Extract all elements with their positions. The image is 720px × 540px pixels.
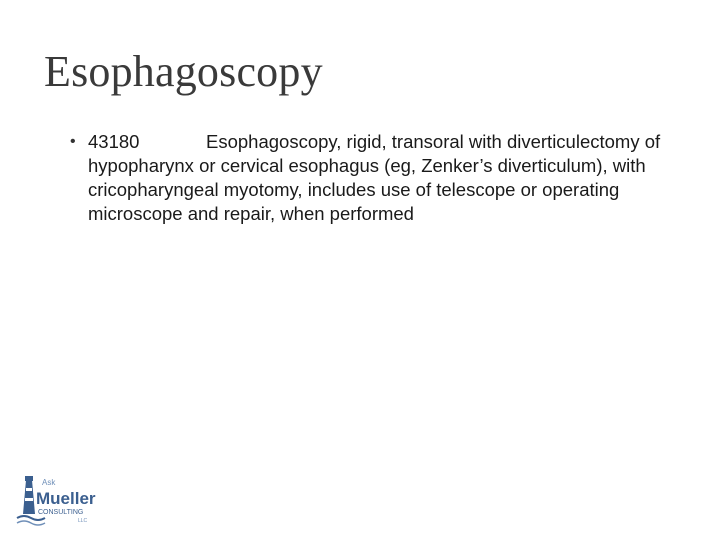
lighthouse-logo-icon [16,474,96,530]
list-item [70,130,700,226]
logo-ask-text: Ask [42,478,56,487]
procedure-description: Esophagoscopy, rigid, transoral with diverticulectomy of hypopharynx or cervical esophagus (eg, Zenker’s diverticulum), with cricopharyngeal myotomy, includes use of telescope or operating microscope and repair, when performed [88,131,661,224]
logo-llc-text: LLC [78,518,88,524]
procedure-code: 43180 [88,131,140,152]
bullet-list [70,130,700,226]
slide-title: Esophagoscopy [44,47,323,96]
logo-name-text: Mueller [36,489,96,508]
company-logo [16,474,96,530]
bullet-dot: • [70,133,76,150]
lighthouse-tower-icon [23,480,35,514]
logo-consulting-text: CONSULTING [38,509,84,516]
